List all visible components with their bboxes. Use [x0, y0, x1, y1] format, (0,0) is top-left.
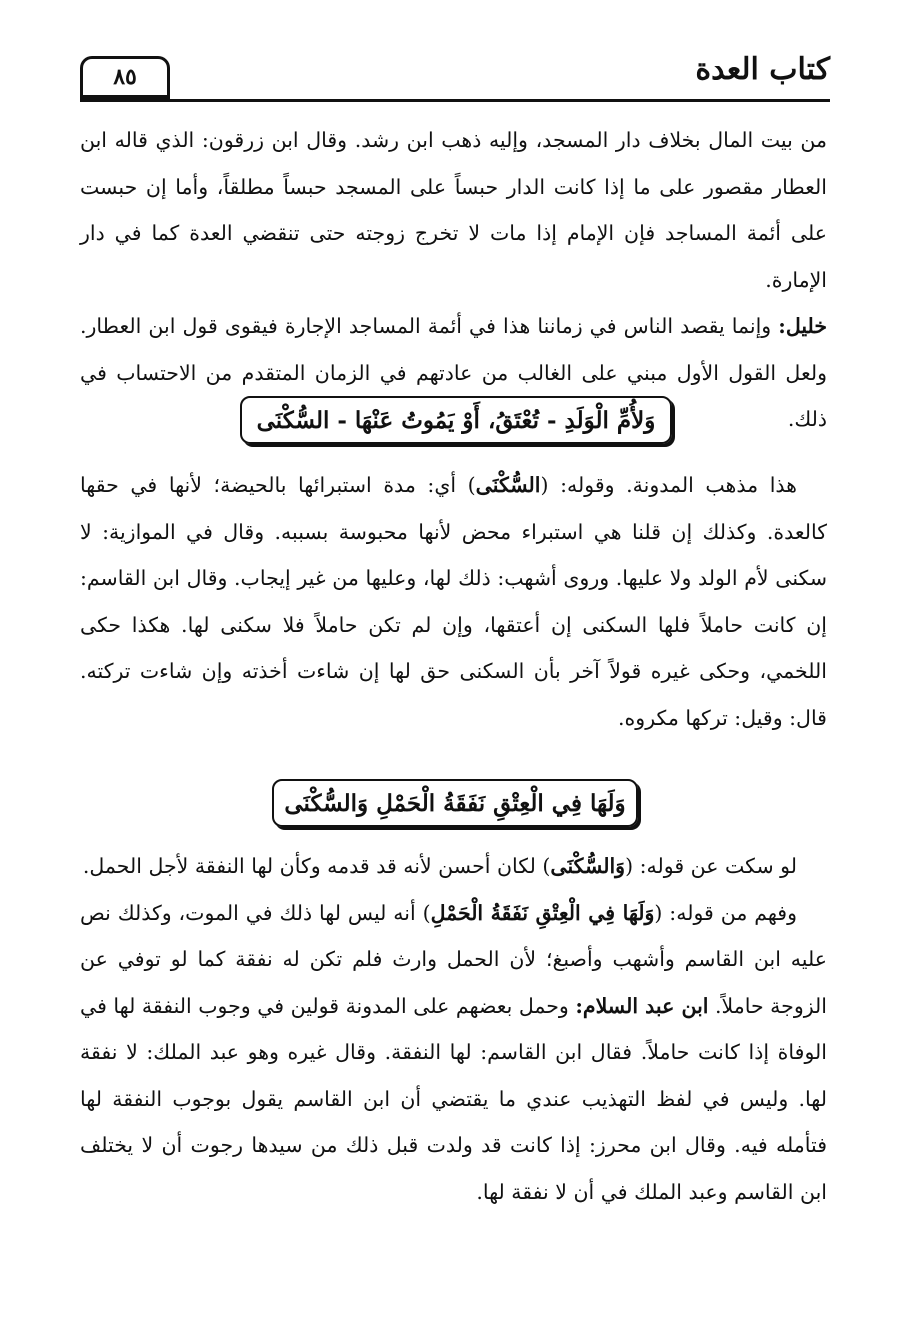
paragraph: من بيت المال بخلاف دار المسجد، وإليه ذهب ابن رشد. وقال ابن زرقون: الذي قاله ابن العطار مقصور على ما إذا كانت الدار حبساً على المسجد حبساً مطلقاً، وأما إن حبست على أئمة المساجد فإن الإمام إذا مات لا تخرج زوجته حتى تنقضي العدة كما في دار الإمارة. — [80, 128, 827, 292]
paragraph — [80, 462, 827, 741]
paragraph-text: ) أي: مدة استبرائها بالحيضة؛ لأنها في حقها كالعدة. وكذلك إن قلنا هي استبراء محض لأنها محبوسة بسببه. وقال في الموازية: لا سكنى لأم الولد ولا عليها. وروى أشهب: ذلك لها، وعليها من غير إيجاب. وقال ابن القاسم: إن كانت حاملاً فلها السكنى إن أعتقها، وإن لم تكن حاملاً فلا سكنى لها. هكذا حكى اللخمي، وحكى غيره قولاً آخر بأن السكنى حق لها إن شاءت أخذته وإن شاءت تركته. قال: وقيل: تركها مكروه. — [80, 473, 827, 730]
section-heading-1: وَلأُمِّ الْوَلَدِ - تُعْتَقُ، أَوْ يَمُوتُ عَنْهَا - السُّكْنَى — [240, 396, 672, 444]
quoted-term: وَلَهَا فِي الْعِتْقِ نَفَقَةُ الْحَمْلِ — [430, 900, 655, 925]
paragraph-text: وإنما يقصد الناس في زماننا هذا في أئمة المساجد الإجارة فيقوى قول ابن العطار. ولعل القول الأول مبني على الغالب من عادتهم في الزمان المتقدم من الاحتساب في ذلك. — [80, 314, 827, 431]
paragraph — [80, 843, 827, 890]
page-header — [80, 50, 830, 102]
book-title: كتاب العدة — [695, 52, 830, 87]
paragraph-text: ) لكان أحسن لأنه قد قدمه وكأن لها النفقة لأجل الحمل. — [82, 854, 551, 878]
author-label: ابن عبد السلام: — [575, 993, 709, 1018]
quoted-term: وَالسُّكْنَى — [550, 854, 626, 878]
text-block-section-1 — [80, 462, 827, 741]
paragraph-text: وفهم من قوله: ( — [654, 900, 797, 925]
paragraph — [80, 890, 827, 1216]
quoted-term: السُّكْنَى — [475, 473, 541, 497]
section-heading-2: وَلَهَا فِي الْعِتْقِ نَفَقَةُ الْحَمْلِ وَالسُّكْنَى — [272, 779, 638, 827]
header-rule — [80, 99, 830, 102]
paragraph-text: ) أنه ليس لها ذلك في الموت، وكذلك نص عليه ابن القاسم وأشهب وأصبغ؛ لأن الحمل وارث فلم تكن له نفقة كما لو توفي عن الزوجة حاملاً. — [80, 900, 827, 1018]
page-number: ٨٥ — [80, 56, 170, 95]
author-label: خليل: — [778, 314, 827, 338]
paragraph-text: لو سكت عن قوله: ( — [625, 854, 797, 878]
text-block-section-2 — [80, 843, 827, 1215]
paragraph-text: هذا مذهب المدونة. وقوله: ( — [540, 473, 797, 497]
text-block-top — [80, 117, 827, 443]
paragraph-text: وحمل بعضهم على المدونة قولين في وجوب النفقة لها في الوفاة إذا كانت حاملاً. فقال ابن القاسم: لها النفقة. وقال غيره وهو عبد الملك: لا نفقة لها. وليس في لفظ التهذيب عندي ما يقتضي أن ابن القاسم يقول بوجوب النفقة لها فتأمله فيه. وقال ابن محرز: إذا كانت قد ولدت قبل ذلك من سيدها رجوت أن لا يختلف ابن القاسم وعبد الملك في أن لا نفقة لها. — [80, 993, 827, 1204]
